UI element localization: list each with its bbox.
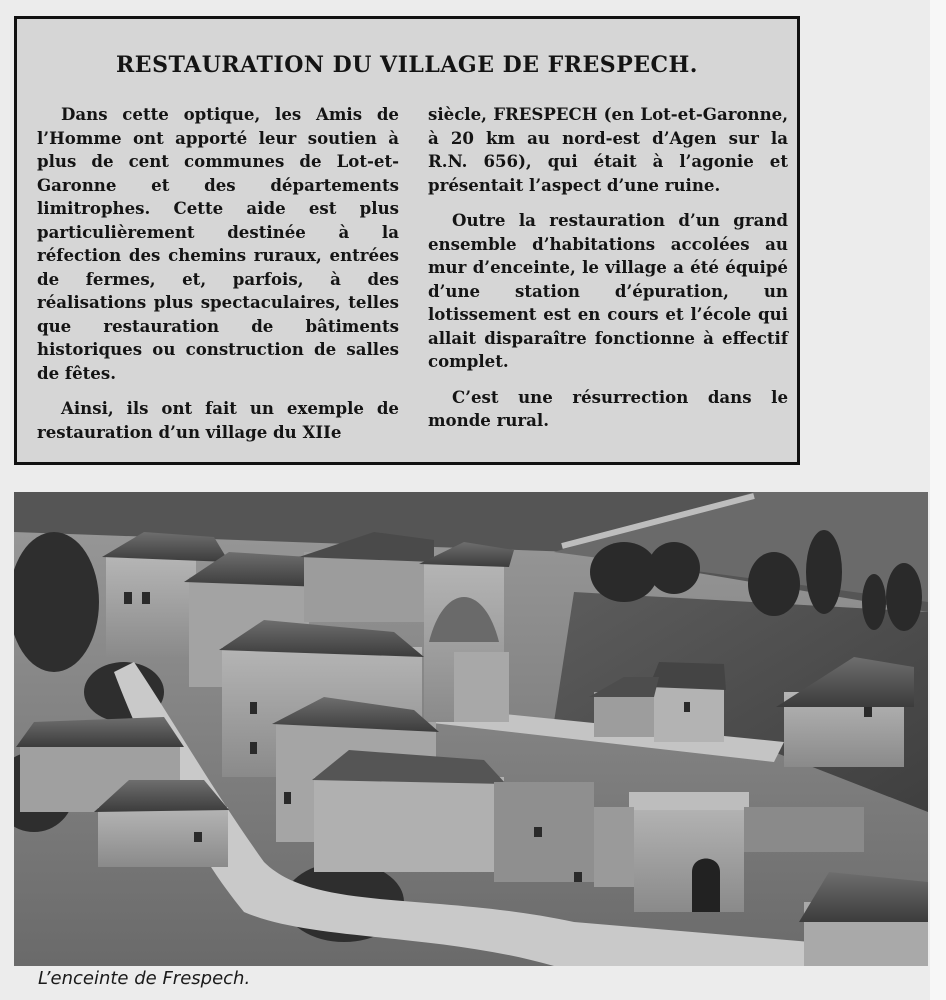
photo-caption: L’enceinte de Frespech. [38,968,251,989]
tower [419,542,514,722]
village-photo-illustration [14,492,928,966]
paragraph: Dans cette optique, les Amis de l’Homme ont apporté leur soutien à plus de cent communes de Lot-et-Garonne et des départements limitrophes. Cette aide est plus particulièrement destinée à la réfection des chemins ruraux, entrées de fermes, et, parfois, à des réalisations plus spectaculaires, telles que restauration de bâtiments historiques ou construction de salles de fêtes. [37,104,399,383]
page-margin [930,0,946,1000]
paragraph: siècle, FRESPECH (en Lot-et-Garonne, à 20 km au nord-est d’Agen sur la R.N. 656), qui était à l’agonie et présentait l’aspect d’une ruine. [428,104,788,195]
village-photo [14,492,928,966]
article-title: RESTAURATION DU VILLAGE DE FRESPECH. [116,52,698,78]
article-left-column [37,103,399,456]
paragraph: C’est une résurrection dans le monde rural. [428,386,788,430]
paragraph: Ainsi, ils ont fait un exemple de restauration d’un village du XIIe [37,398,399,442]
paragraph: Outre la restauration d’un grand ensemble d’habitations accolées au mur d’enceinte, le village a été équipé d’une station d’épuration, un lotissement est en cours et l’école qui allait disparaître fonctionne à effectif complet. [428,210,788,371]
article-box [14,16,800,465]
article-right-column [428,103,788,445]
